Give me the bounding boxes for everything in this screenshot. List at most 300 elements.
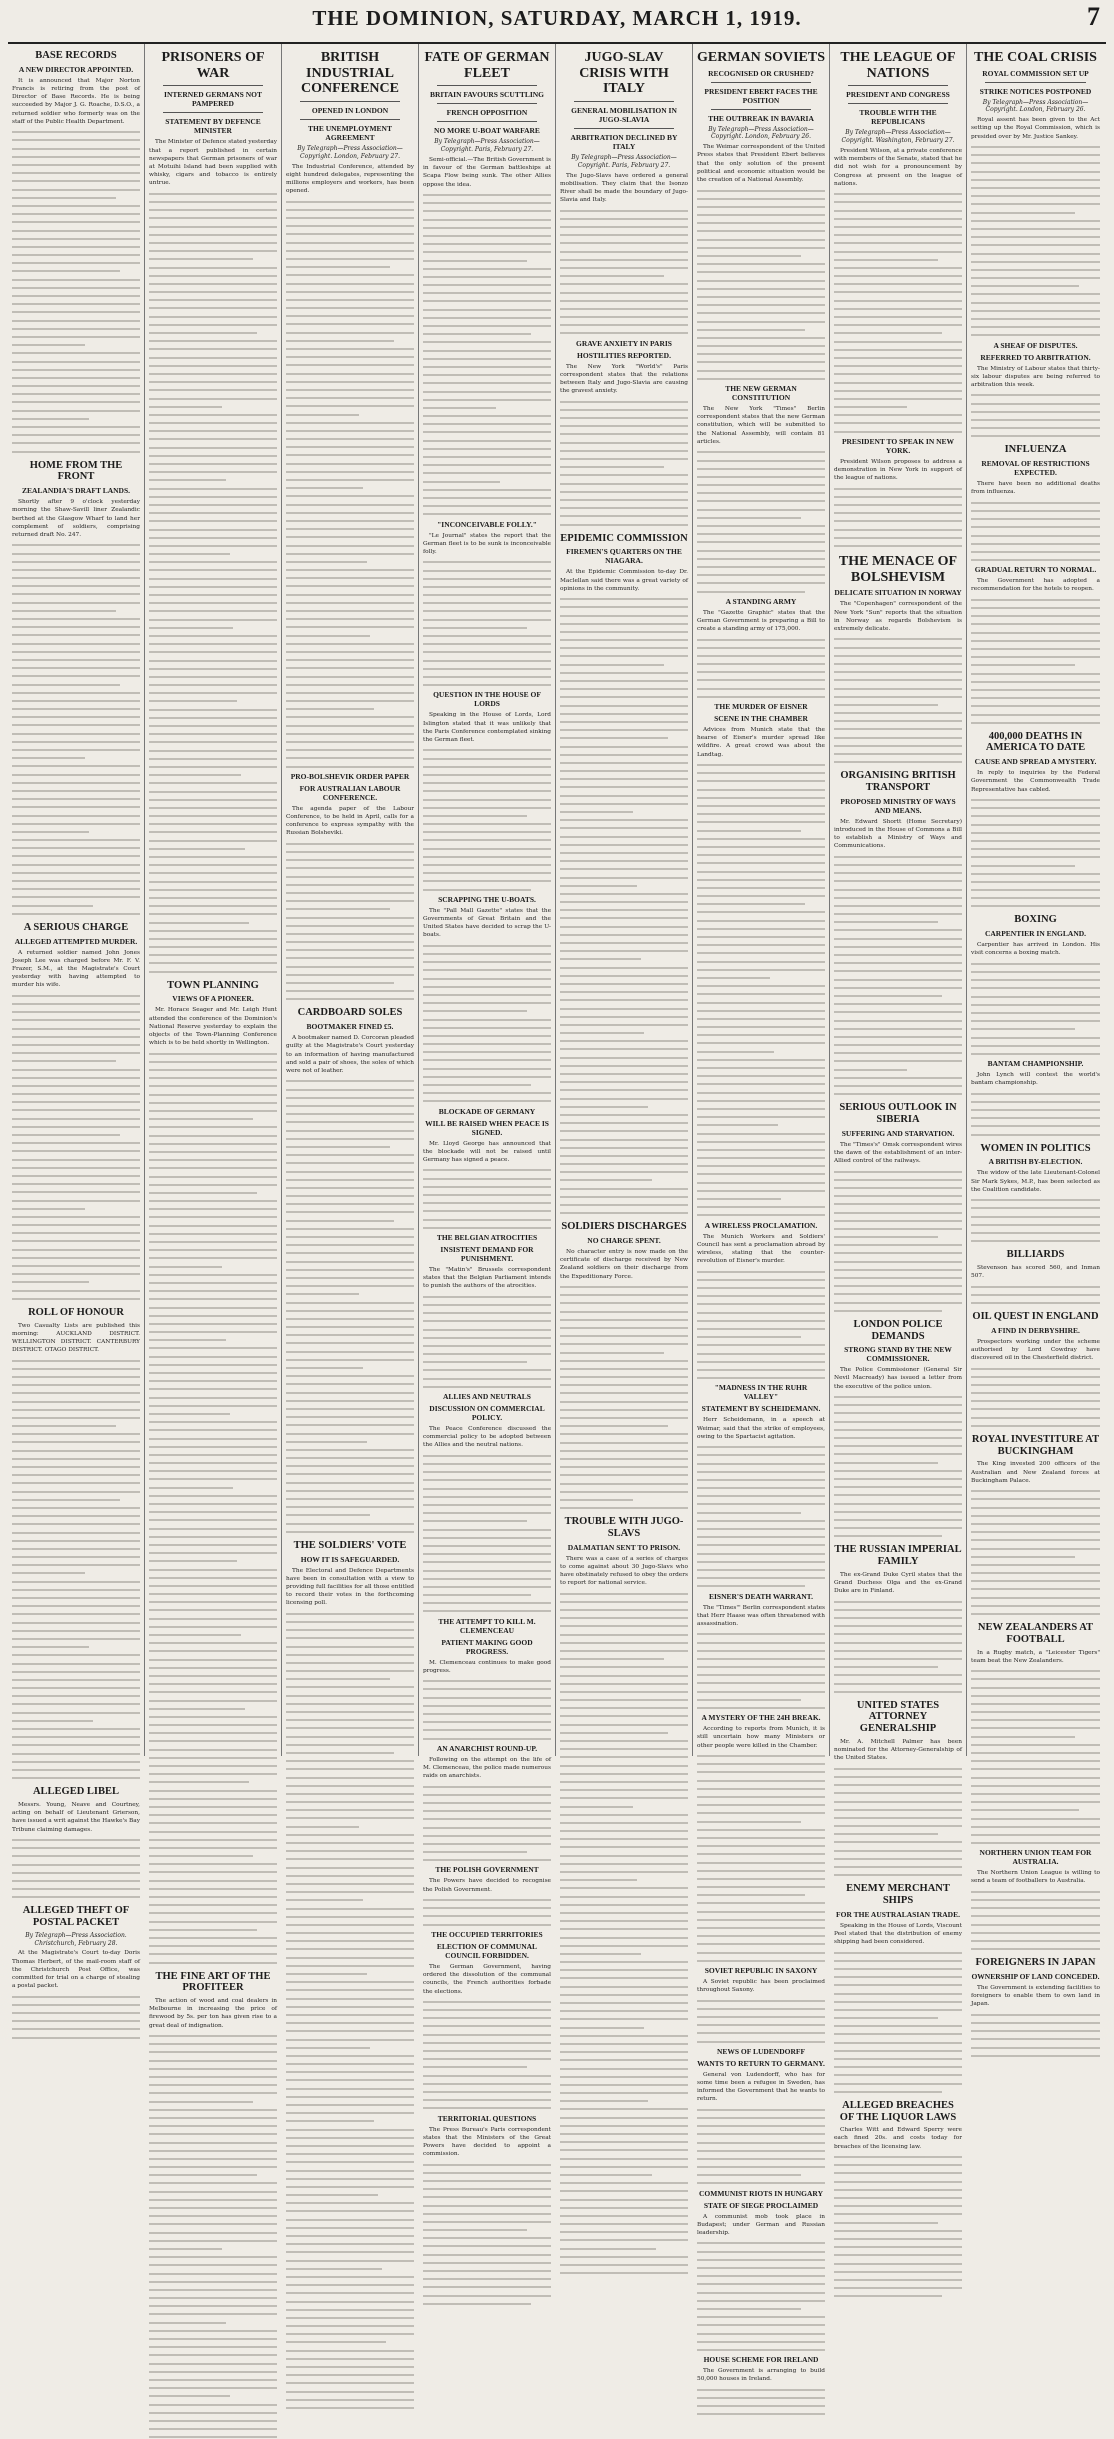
text-line-filler — [971, 1685, 1100, 1690]
text-line-filler — [12, 1546, 140, 1551]
text-line-filler — [697, 2339, 825, 2344]
text-line-filler — [149, 387, 277, 392]
text-line-filler — [149, 1796, 277, 1801]
text-line-filler — [423, 829, 551, 834]
text-line-filler — [423, 487, 551, 492]
text-line-filler — [12, 559, 140, 564]
text-line-filler — [149, 1436, 277, 1441]
text-line-filler — [560, 407, 688, 412]
text-line-filler — [971, 613, 1100, 618]
text-line-filler — [423, 503, 551, 508]
text-line-filler — [697, 1073, 825, 1078]
text-line-filler — [423, 1335, 551, 1340]
text-line-filler — [971, 638, 1100, 643]
article-paragraph: The Industrial Conference, attended by eight hundred delegates, representing the millions employers and workers, has been opened. — [286, 163, 414, 195]
text-line-filler — [423, 1913, 551, 1918]
text-line-filler — [149, 903, 277, 908]
text-line-filler — [971, 1693, 1100, 1698]
text-line-filler — [423, 298, 551, 303]
text-line-filler — [697, 901, 805, 906]
text-line-filler — [149, 2369, 277, 2374]
text-line-filler — [423, 568, 551, 573]
text-line-filler — [971, 1750, 1100, 1755]
text-line-filler — [834, 429, 962, 434]
text-line-filler — [560, 456, 688, 461]
text-line-filler — [697, 1277, 825, 1282]
text-line-filler — [149, 2434, 277, 2439]
text-line-filler — [12, 367, 140, 372]
text-line-filler — [971, 2012, 1100, 2017]
text-line-filler — [423, 1384, 551, 1389]
text-line-filler — [697, 1163, 825, 1168]
article-subheading: "MADNESS IN THE RUHR VALLEY" — [714, 1383, 808, 1402]
text-line-filler — [697, 1188, 825, 1193]
text-line-filler — [149, 1296, 277, 1301]
text-line-filler — [12, 1124, 140, 1129]
text-line-filler — [149, 2041, 277, 2046]
text-line-filler — [834, 1283, 962, 1288]
text-line-filler — [423, 2219, 551, 2224]
text-line-filler — [697, 589, 805, 594]
text-line-filler — [423, 666, 551, 671]
text-line-filler — [12, 1853, 140, 1858]
text-line-filler — [971, 621, 1100, 626]
text-line-filler — [149, 1607, 277, 1612]
text-line-filler — [560, 1902, 688, 1907]
text-line-filler — [286, 2389, 414, 2394]
text-line-filler — [286, 281, 414, 286]
article-body — [971, 1071, 1100, 1137]
text-line-filler — [149, 936, 277, 941]
column-3 — [282, 44, 419, 1756]
text-line-filler — [423, 959, 551, 964]
text-line-filler — [423, 380, 551, 385]
text-line-filler — [12, 632, 140, 637]
text-line-filler — [12, 567, 140, 572]
text-line-filler — [560, 1382, 688, 1387]
article-paragraph: Prospectors working under the scheme authorised by Lord Cowdray have discovered oil in the Chesterfield district. — [971, 1338, 1100, 1362]
column-8 — [967, 44, 1104, 2008]
divider — [711, 82, 811, 83]
text-line-filler — [149, 1902, 277, 1907]
text-line-filler — [834, 1623, 962, 1628]
text-line-filler — [834, 232, 962, 237]
text-line-filler — [697, 2156, 825, 2161]
text-line-filler — [12, 285, 140, 290]
text-line-filler — [286, 493, 414, 498]
article-paragraph: The agenda paper of the Labour Conference, to be held in April, calls for a conference to express sympathy with the Russian Bolsheviki. — [286, 805, 414, 837]
article-paragraph: The Weimar correspondent of the United Press states that President Ebert believes that the only solution of the present political and economic situation would be the creation of a National Assembly. — [697, 144, 825, 184]
text-line-filler — [12, 1067, 140, 1072]
text-line-filler — [834, 2244, 962, 2249]
text-line-filler — [423, 1327, 551, 1332]
text-line-filler — [423, 1200, 551, 1205]
text-line-filler — [12, 1456, 140, 1461]
text-line-filler — [423, 1584, 551, 1589]
text-line-filler — [12, 993, 140, 998]
text-line-filler — [149, 829, 277, 834]
text-line-filler — [286, 2118, 374, 2123]
article-subheading: WILL BE RAISED WHEN PEACE IS SIGNED. — [425, 1118, 549, 1137]
text-line-filler — [12, 187, 140, 192]
article-subheading: ALLEGED ATTEMPTED MURDER. — [14, 936, 138, 946]
text-line-filler — [12, 1480, 140, 1485]
text-line-filler — [149, 862, 277, 867]
text-line-filler — [149, 486, 277, 491]
text-line-filler — [149, 2352, 277, 2357]
text-line-filler — [560, 1448, 688, 1453]
text-line-filler — [971, 541, 1100, 546]
divider — [574, 101, 674, 102]
text-line-filler — [149, 870, 277, 875]
text-line-filler — [834, 2048, 962, 2053]
text-line-filler — [560, 2172, 652, 2177]
text-line-filler — [697, 261, 825, 266]
text-line-filler — [423, 1535, 551, 1540]
article-body — [697, 405, 825, 593]
text-line-filler — [697, 983, 825, 988]
text-line-filler — [423, 992, 551, 997]
text-line-filler — [12, 2026, 140, 2031]
article-paragraph: Mr. A. Mitchell Palmer has been nominated for the Attorney-Generalship of the United States. — [834, 1738, 962, 1762]
text-line-filler — [12, 1497, 120, 1502]
text-line-filler — [12, 1279, 89, 1284]
text-line-filler — [149, 379, 277, 384]
text-line-filler — [560, 1112, 688, 1117]
text-line-filler — [697, 1876, 825, 1881]
article-body — [149, 1006, 277, 1964]
article-body — [560, 568, 688, 1215]
text-line-filler — [971, 2020, 1100, 2025]
text-line-filler — [834, 1664, 938, 1669]
text-line-filler — [834, 653, 962, 658]
text-line-filler — [149, 1460, 277, 1465]
article-byline: By Telegraph—Press Association—Copyright. London, February 26. — [982, 98, 1089, 114]
text-line-filler — [149, 576, 277, 581]
text-line-filler — [971, 813, 1100, 818]
article-subheading: ZEALANDIA'S DRAFT LANDS. — [21, 486, 130, 496]
text-line-filler — [560, 1673, 688, 1678]
text-line-filler — [423, 397, 551, 402]
text-line-filler — [971, 283, 1079, 288]
text-line-filler — [423, 2105, 551, 2110]
text-line-filler — [12, 1767, 140, 1772]
text-line-filler — [971, 193, 1100, 198]
text-line-filler — [423, 495, 551, 500]
article-headline: ROLL OF HONOUR — [28, 1306, 124, 1318]
article-body — [423, 1140, 551, 1230]
article-subheading: STATEMENT BY DEFENCE MINISTER — [165, 117, 261, 136]
text-line-filler — [149, 649, 277, 654]
text-line-filler — [697, 2131, 825, 2136]
text-line-filler — [286, 931, 414, 936]
article-subheading: THE MURDER OF EISNER — [714, 702, 808, 712]
text-line-filler — [286, 2061, 414, 2066]
text-line-filler — [286, 1660, 414, 1665]
text-line-filler — [12, 170, 140, 175]
text-line-filler — [560, 768, 688, 773]
divider — [163, 85, 263, 86]
text-line-filler — [560, 257, 688, 262]
text-line-filler — [834, 636, 962, 641]
article-subheading: CARPENTIER IN ENGLAND. — [984, 929, 1087, 939]
divider — [437, 103, 537, 104]
text-line-filler — [834, 1509, 962, 1514]
text-line-filler — [971, 1505, 1100, 1510]
text-line-filler — [149, 617, 277, 622]
text-line-filler — [149, 371, 277, 376]
text-line-filler — [971, 1230, 1100, 1235]
text-line-filler — [286, 657, 414, 662]
text-line-filler — [149, 1165, 277, 1170]
text-line-filler — [834, 1300, 962, 1305]
text-line-filler — [834, 1848, 962, 1853]
text-line-filler — [697, 2115, 825, 2120]
article-headline: FOREIGNERS IN JAPAN — [975, 1957, 1096, 1969]
text-line-filler — [560, 290, 688, 295]
text-line-filler — [697, 220, 825, 225]
text-line-filler — [286, 939, 414, 944]
article-body — [560, 1555, 688, 2276]
article-body — [697, 2071, 825, 2186]
text-line-filler — [560, 604, 688, 609]
text-line-filler — [560, 948, 688, 953]
article-subheading: ARBITRATION DECLINED BY ITALY — [570, 133, 678, 152]
text-line-filler — [834, 1656, 962, 1661]
text-line-filler — [423, 862, 551, 867]
text-line-filler — [423, 813, 527, 818]
text-line-filler — [971, 226, 1100, 231]
text-line-filler — [149, 2099, 253, 2104]
text-line-filler — [12, 714, 140, 719]
article-body — [697, 726, 825, 1217]
text-line-filler — [12, 359, 140, 364]
text-line-filler — [149, 1714, 277, 1719]
text-line-filler — [560, 1030, 644, 1035]
text-line-filler — [423, 1294, 551, 1299]
text-line-filler — [560, 1440, 688, 1445]
article-subheading: DISCUSSION ON COMMERCIAL POLICY. — [429, 1404, 545, 1423]
article-paragraph: There have been no additional deaths from influenza. — [971, 481, 1100, 496]
text-line-filler — [286, 624, 414, 629]
text-line-filler — [149, 2164, 277, 2169]
text-line-filler — [12, 1677, 140, 1682]
text-line-filler — [286, 1340, 414, 1345]
article-headline: THE SOLDIERS' VOTE — [293, 1539, 407, 1551]
text-line-filler — [971, 1284, 1100, 1289]
text-line-filler — [834, 1451, 962, 1456]
text-line-filler — [286, 1881, 414, 1886]
text-line-filler — [149, 2082, 277, 2087]
article-subheading: RECOGNISED OR CRUSHED? — [708, 68, 814, 78]
text-line-filler — [12, 268, 120, 273]
text-line-filler — [560, 1153, 688, 1158]
text-line-filler — [149, 797, 277, 802]
text-line-filler — [697, 327, 805, 332]
text-line-filler — [697, 1098, 825, 1103]
article-paragraph: The "Matin's" Brussels correspondent states that the Belgian Parliament intends to punish the authors of the atrocities. — [423, 1266, 551, 1290]
text-line-filler — [286, 1422, 414, 1427]
text-line-filler — [12, 203, 140, 208]
text-line-filler — [697, 959, 825, 964]
text-line-filler — [286, 1979, 414, 1984]
text-line-filler — [286, 1103, 414, 1108]
article-paragraph: Speaking in the House of Lords, Viscount Peel stated that the distribution of enemy shipping had been considered. — [834, 1922, 962, 1946]
text-line-filler — [560, 1935, 688, 1940]
text-line-filler — [286, 723, 414, 728]
text-line-filler — [560, 842, 688, 847]
article-subheading: THE OCCUPIED TERRITORIES — [431, 1929, 543, 1939]
text-line-filler — [560, 637, 688, 642]
text-line-filler — [286, 841, 414, 846]
text-line-filler — [834, 371, 962, 376]
text-line-filler — [834, 199, 962, 204]
text-line-filler — [286, 1840, 414, 1845]
article-headline: JUGO-SLAV CRISIS WITH ITALY — [579, 50, 669, 97]
text-line-filler — [697, 2006, 825, 2011]
text-line-filler — [12, 1538, 140, 1543]
text-line-filler — [697, 1293, 825, 1298]
text-line-filler — [697, 1269, 825, 1274]
text-line-filler — [697, 1334, 801, 1339]
divider — [848, 85, 948, 86]
article-headline: FATE OF GERMAN FLEET — [424, 50, 550, 81]
text-line-filler — [423, 200, 551, 205]
article-body — [12, 77, 140, 454]
text-line-filler — [834, 486, 962, 491]
text-line-filler — [697, 661, 825, 666]
text-line-filler — [697, 556, 825, 561]
text-line-filler — [560, 1656, 664, 1661]
article-paragraph: The "Pall Mall Gazette" states that the Governments of Great Britain and the United States have decided to scrap the U-boats. — [423, 907, 551, 939]
text-line-filler — [834, 1242, 962, 1247]
text-line-filler — [149, 682, 277, 687]
text-line-filler — [12, 1189, 140, 1194]
text-line-filler — [149, 1305, 277, 1310]
text-line-filler — [560, 915, 688, 920]
divider — [985, 82, 1086, 83]
text-line-filler — [560, 2115, 688, 2120]
text-line-filler — [834, 388, 962, 393]
text-line-filler — [697, 507, 825, 512]
article-headline: OIL QUEST IN ENGLAND — [972, 1310, 1099, 1322]
text-line-filler — [286, 395, 414, 400]
text-line-filler — [149, 1280, 277, 1285]
text-line-filler — [834, 2072, 962, 2077]
text-line-filler — [286, 1136, 414, 1141]
text-line-filler — [149, 2303, 277, 2308]
text-line-filler — [286, 1390, 414, 1395]
article-body — [971, 1649, 1100, 1846]
text-line-filler — [560, 1464, 688, 1469]
text-line-filler — [971, 392, 1100, 397]
text-line-filler — [12, 260, 140, 265]
text-line-filler — [12, 1050, 140, 1055]
article-headline: GERMAN SOVIETS — [697, 50, 825, 65]
text-line-filler — [834, 1501, 962, 1506]
text-line-filler — [286, 2299, 414, 2304]
text-line-filler — [149, 1141, 277, 1146]
text-line-filler — [697, 1367, 825, 1372]
text-line-filler — [12, 326, 140, 331]
text-line-filler — [423, 217, 551, 222]
text-line-filler — [149, 2197, 277, 2202]
text-line-filler — [423, 274, 551, 279]
text-line-filler — [286, 1701, 414, 1706]
text-line-filler — [697, 1900, 825, 1905]
text-line-filler — [286, 2020, 414, 2025]
text-line-filler — [560, 1399, 688, 1404]
text-line-filler — [12, 706, 140, 711]
text-line-filler — [697, 2240, 825, 2245]
text-line-filler — [697, 1851, 825, 1856]
text-line-filler — [149, 502, 277, 507]
text-line-filler — [12, 722, 140, 727]
text-line-filler — [12, 657, 140, 662]
text-line-filler — [149, 2279, 277, 2284]
text-line-filler — [12, 375, 140, 380]
text-line-filler — [423, 1849, 527, 1854]
text-line-filler — [149, 2213, 277, 2218]
text-line-filler — [834, 2040, 962, 2045]
text-line-filler — [834, 936, 962, 941]
text-line-filler — [286, 1357, 414, 1362]
text-line-filler — [423, 1469, 551, 1474]
text-line-filler — [560, 224, 688, 229]
text-line-filler — [423, 943, 551, 948]
text-line-filler — [12, 1181, 140, 1186]
text-line-filler — [560, 2221, 688, 2226]
text-line-filler — [423, 797, 551, 802]
text-line-filler — [834, 1218, 962, 1223]
page-number: 7 — [1087, 2, 1100, 31]
article-body — [834, 818, 962, 1097]
text-line-filler — [971, 1406, 1100, 1411]
text-line-filler — [12, 821, 140, 826]
text-line-filler — [834, 1815, 962, 1820]
text-line-filler — [971, 895, 1100, 900]
text-line-filler — [286, 1406, 414, 1411]
text-line-filler — [423, 967, 551, 972]
text-line-filler — [286, 1529, 414, 1534]
text-line-filler — [12, 1644, 89, 1649]
text-line-filler — [149, 592, 277, 597]
text-line-filler — [286, 330, 414, 335]
text-line-filler — [834, 1427, 962, 1432]
text-line-filler — [286, 346, 414, 351]
text-line-filler — [423, 747, 551, 752]
text-line-filler — [971, 1018, 1100, 1023]
text-line-filler — [149, 1124, 277, 1129]
text-line-filler — [834, 273, 962, 278]
article-body — [971, 480, 1100, 562]
text-line-filler — [12, 894, 140, 899]
text-line-filler — [697, 1933, 825, 1938]
text-line-filler — [697, 1310, 825, 1315]
text-line-filler — [423, 887, 531, 892]
text-line-filler — [423, 1527, 551, 1532]
text-line-filler — [149, 2418, 277, 2423]
text-line-filler — [697, 204, 825, 209]
text-line-filler — [834, 1410, 962, 1415]
text-line-filler — [560, 1415, 688, 1420]
text-line-filler — [286, 1799, 414, 1804]
article-paragraph: The Munich Workers and Soldiers' Council has sent a proclamation abroad by wireless, stating that the counter-revolution of Eisner's murder. — [697, 1233, 825, 1265]
text-line-filler — [149, 1452, 277, 1457]
text-line-filler — [12, 747, 140, 752]
text-line-filler — [971, 308, 1100, 313]
article-body — [286, 805, 414, 1002]
